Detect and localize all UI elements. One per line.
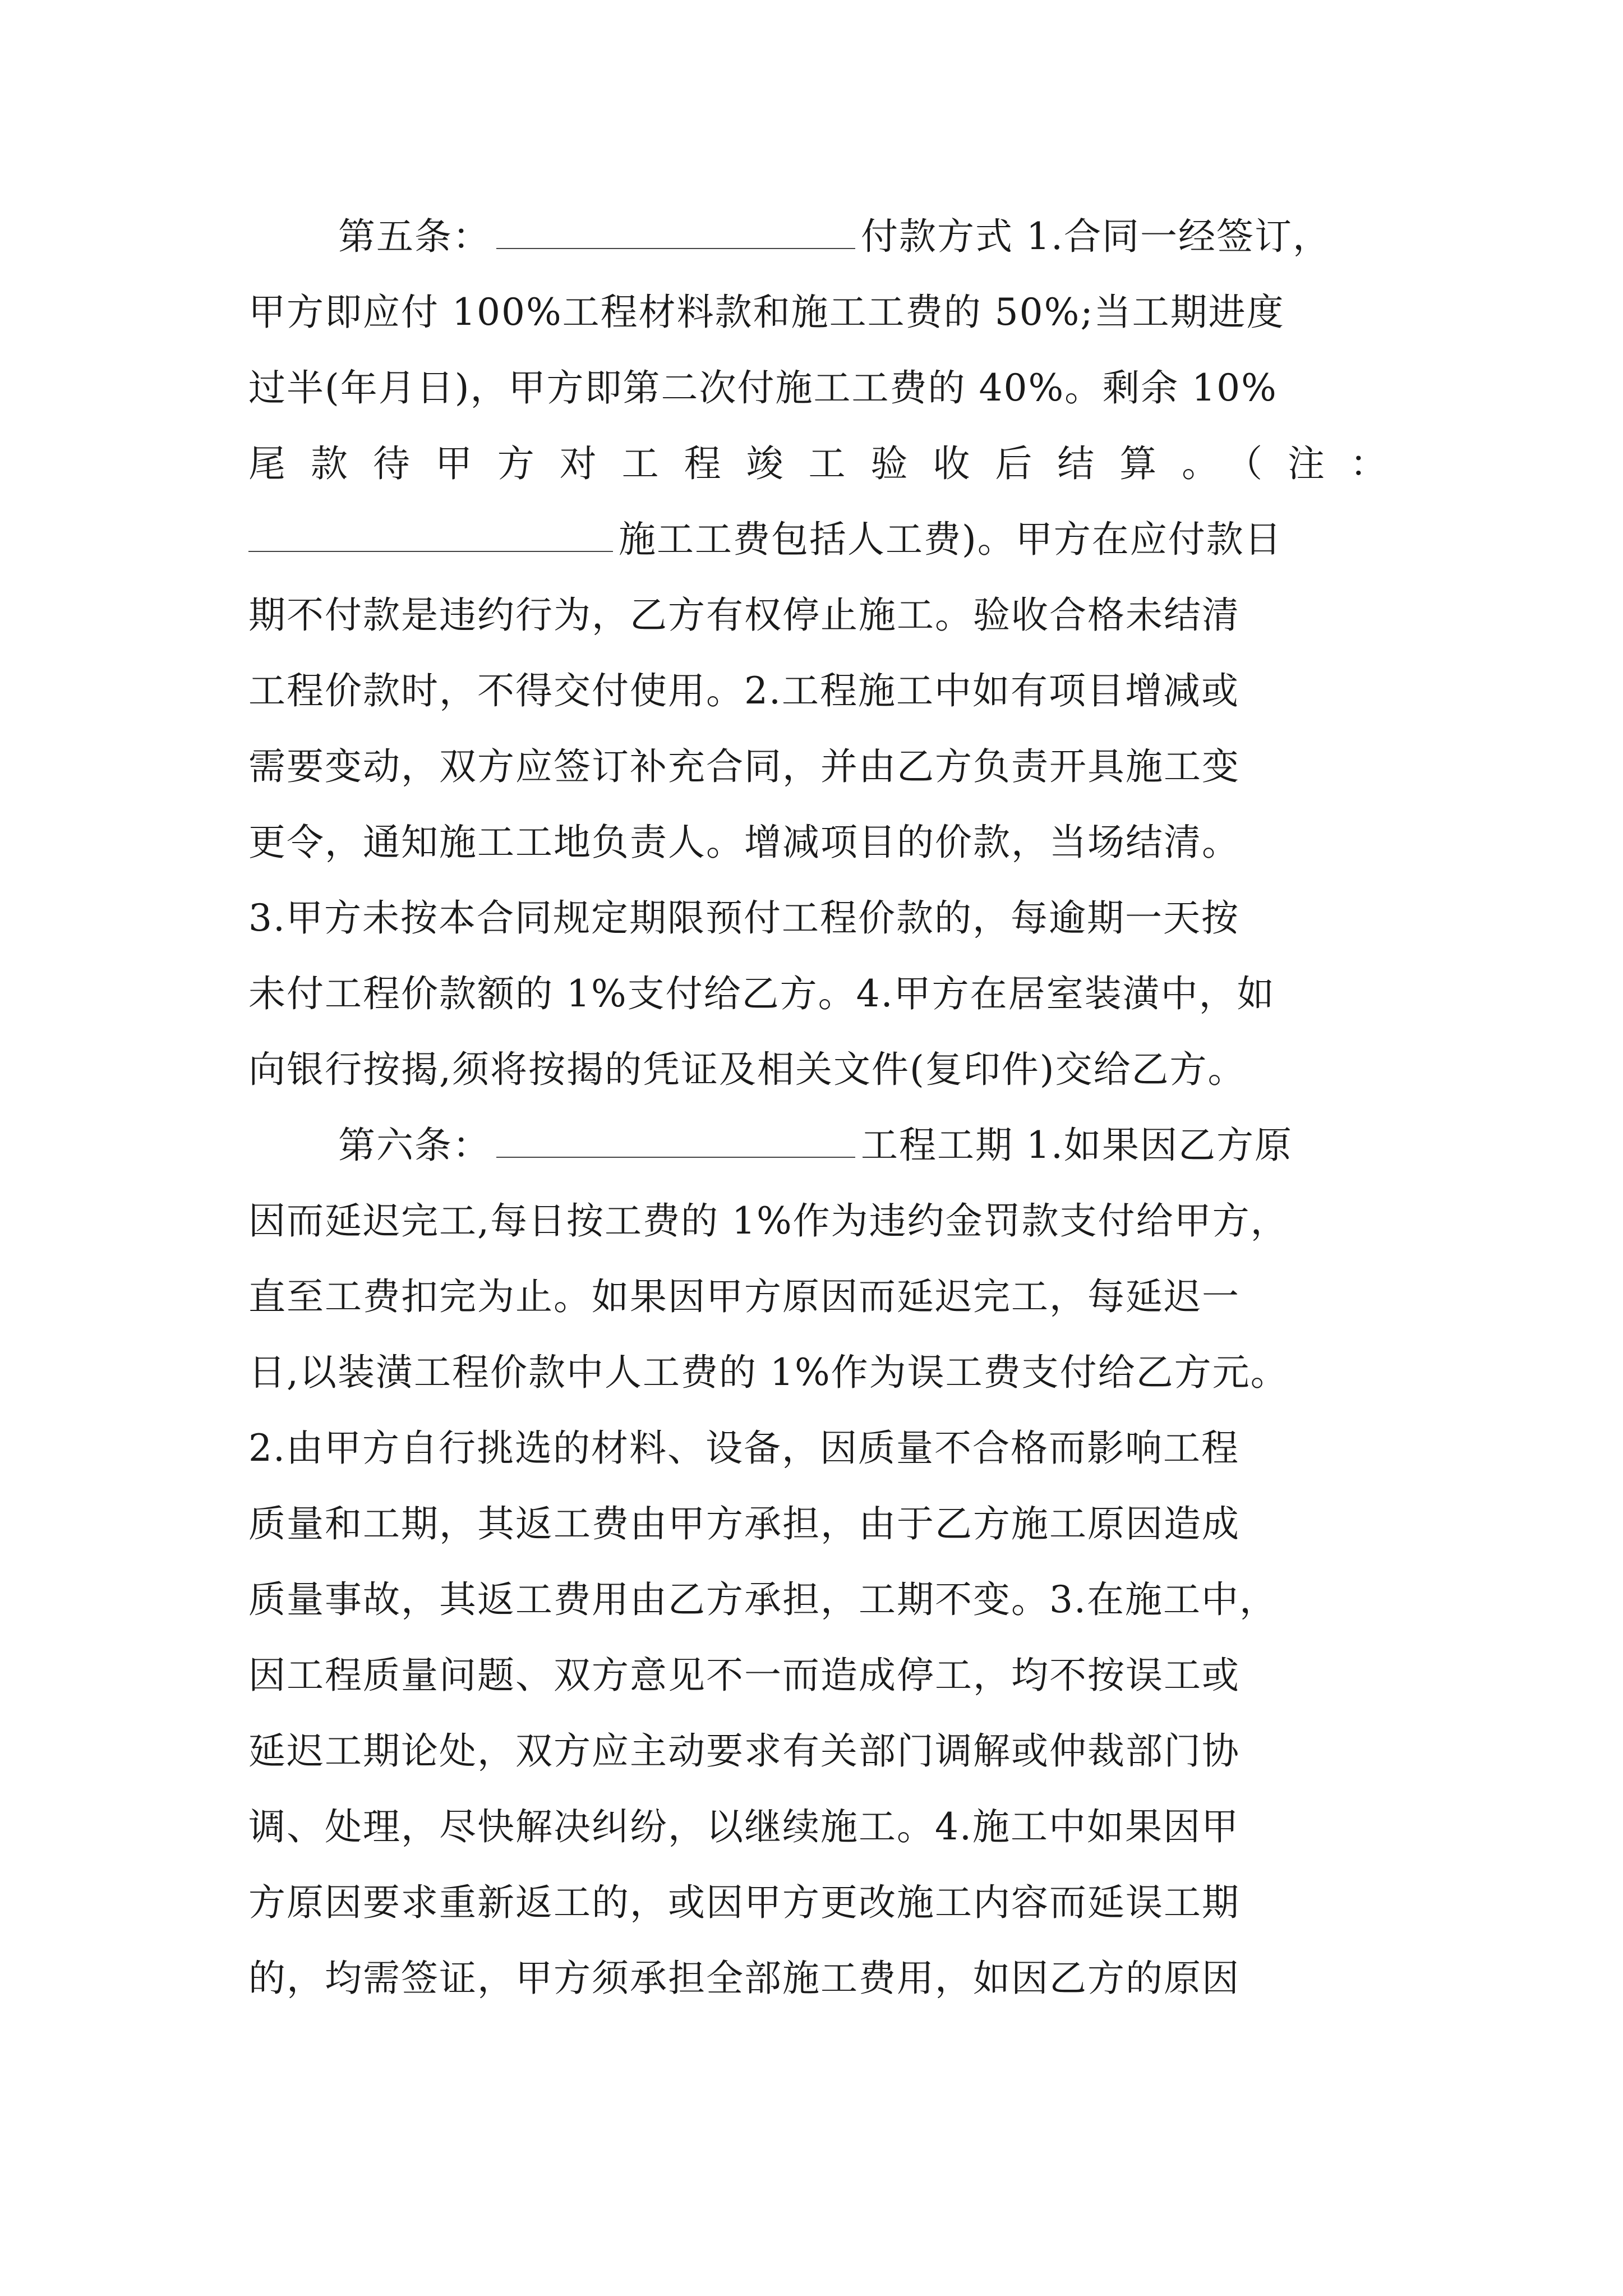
fill-in-blank[interactable] (496, 214, 855, 249)
section-5-line: 3.甲方未按本合同规定期限预付工程价款的，每逾期一天按 (248, 896, 1239, 940)
section-6-line: 延迟工期论处，双方应主动要求有关部门调解或仲裁部门协 (248, 1729, 1240, 1773)
section-6-line: 因而延迟完工,每日按工费的 1%作为违约金罚款支付给甲方， (248, 1199, 1289, 1243)
section-5-line: 甲方即应付 100%工程材料款和施工工费的 50%;当工期进度 (248, 291, 1285, 334)
section-6-line: 因工程质量问题、双方意见不一而造成停工，均不按误工或 (248, 1654, 1240, 1697)
section-5-line: 工程价款时，不得交付使用。2.工程施工中如有项目增减或 (248, 669, 1239, 712)
section-6-line: 直至工费扣完为止。如果因甲方原因而延迟完工，每延迟一 (248, 1275, 1240, 1318)
section-5-title: 付款方式 1.合同一经签订， (861, 215, 1331, 258)
section-6-line: 质量事故，其返工费用由乙方承担，工期不变。3.在施工中， (248, 1578, 1278, 1621)
section-5-line: 更令，通知施工工地负责人。增减项目的价款，当场结清。 (248, 821, 1240, 864)
section-6-line: 2.由甲方自行挑选的材料、设备，因质量不合格而影响工程 (248, 1427, 1239, 1470)
section-5-line: 尾款待甲方对工程竣工验收后结算。（注： (248, 442, 1387, 485)
section-6-line: 的，均需签证，甲方须承担全部施工费用，如因乙方的原因 (248, 1957, 1240, 2000)
section-5-line: 向银行按揭,须将按揭的凭证及相关文件(复印件)交给乙方。 (248, 1048, 1246, 1091)
section-5-line: 过半(年月日)，甲方即第二次付施工工费的 40%。剩余 10% (248, 366, 1278, 409)
section-5-line: 期不付款是违约行为，乙方有权停止施工。验收合格未结清 (248, 593, 1240, 637)
section-5-heading: 第五条： (338, 215, 491, 258)
section-5-first-line (248, 209, 1331, 265)
section-6-first-line (248, 1117, 1293, 1174)
section-5-line (248, 512, 1283, 568)
section-6-line: 调、处理，尽快解决纠纷，以继续施工。4.施工中如果因甲 (248, 1805, 1239, 1848)
section-5-line: 未付工程价款额的 1%支付给乙方。4.甲方在居室装潢中，如 (248, 972, 1275, 1015)
section-6-line: 方原因要求重新返工的，或因甲方更改施工内容而延误工期 (248, 1881, 1240, 1924)
section-6-heading: 第六条： (338, 1124, 491, 1167)
fill-in-blank[interactable] (248, 517, 613, 552)
section-5-line: 需要变动，双方应签订补充合同，并由乙方负责开具施工变 (248, 745, 1240, 788)
section-5-line-text: 施工工费包括人工费)。甲方在应付款日 (619, 518, 1283, 561)
section-6-line: 质量和工期，其返工费由甲方承担，由于乙方施工原因造成 (248, 1502, 1240, 1545)
section-6-line: 日,以装潢工程价款中人工费的 1%作为误工费支付给乙方元。 (248, 1351, 1289, 1394)
section-6-title: 工程工期 1.如果因乙方原 (861, 1124, 1293, 1167)
fill-in-blank[interactable] (496, 1123, 855, 1158)
